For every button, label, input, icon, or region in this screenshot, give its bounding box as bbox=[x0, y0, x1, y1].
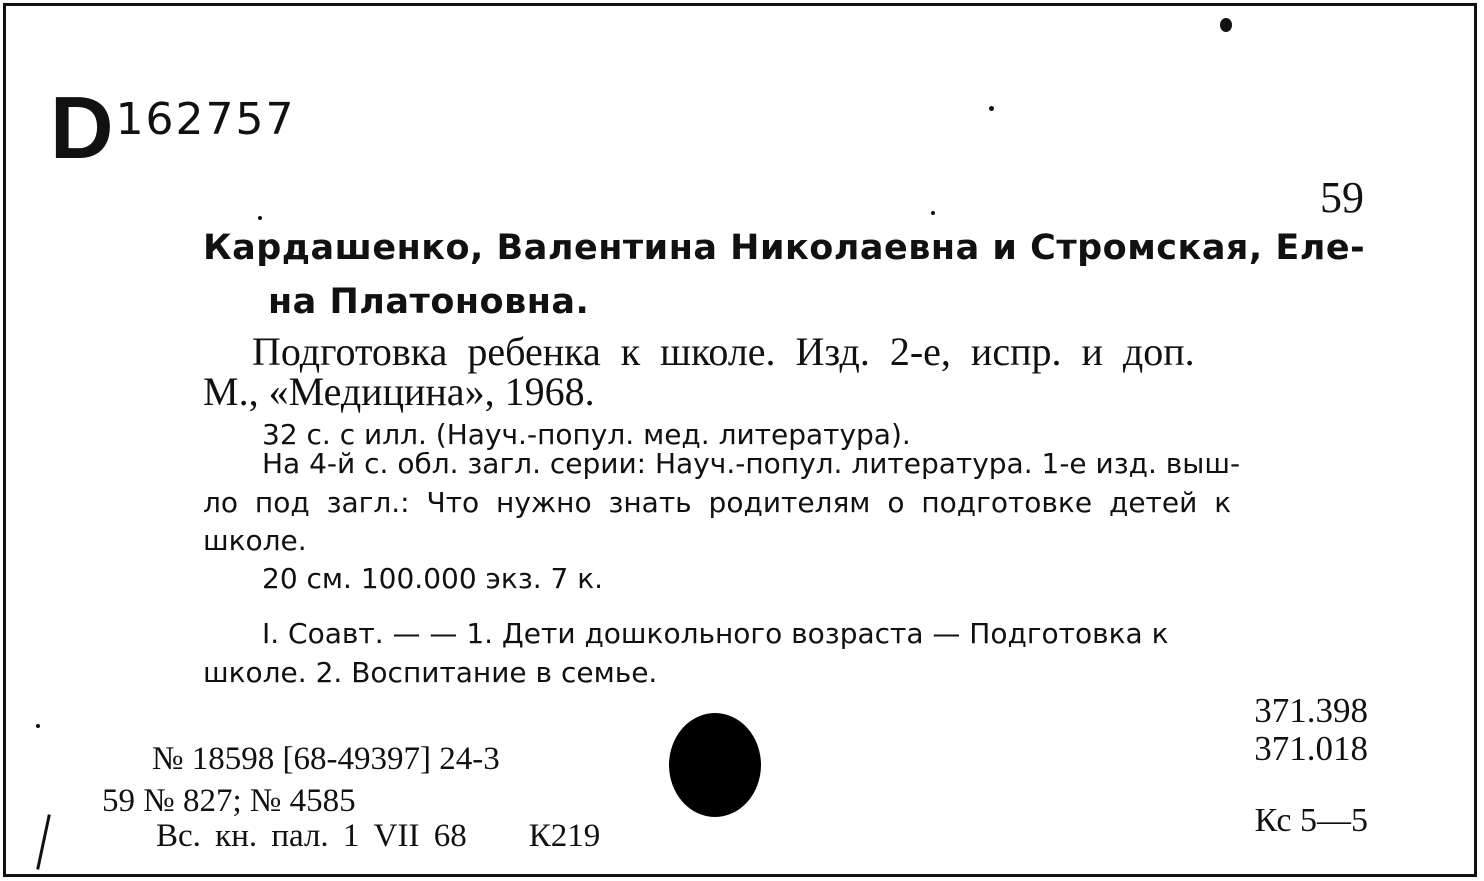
pencil-mark bbox=[36, 814, 51, 869]
footer-line2: 59 № 827; № 4585 bbox=[102, 783, 356, 819]
inventory-letter: D bbox=[50, 78, 114, 177]
physical-description: 32 с. с илл. (Науч.-попул. мед. литература). bbox=[262, 418, 911, 451]
punch-hole bbox=[669, 713, 761, 817]
note-line3: школе. bbox=[203, 524, 307, 557]
size-print-run-price: 20 см. 100.000 экз. 7 к. bbox=[262, 562, 604, 595]
author-heading-line2: на Платоновна. bbox=[268, 282, 590, 322]
inventory-number: 162757 bbox=[115, 94, 296, 145]
title-line2: М., «Медицина», 1968. bbox=[203, 369, 595, 414]
footer-line1: № 18598 [68-49397] 24-3 bbox=[152, 741, 500, 777]
ink-speck bbox=[989, 106, 994, 111]
title-line1: Подготовка ребенка к школе. Изд. 2-е, испр. и доп. bbox=[252, 329, 1195, 374]
catalog-number: 59 bbox=[1320, 173, 1364, 222]
classification-code-2: 371.018 bbox=[1254, 729, 1368, 768]
shelf-code: Кс 5—5 bbox=[1254, 802, 1368, 839]
ink-speck bbox=[931, 211, 935, 215]
ink-speck bbox=[258, 216, 262, 220]
classification-code-1: 371.398 bbox=[1254, 691, 1368, 730]
footer-line3-text: Вс. кн. пал. 1 VII 68 bbox=[156, 818, 467, 854]
catalog-card bbox=[3, 3, 1477, 877]
ink-speck bbox=[36, 724, 40, 728]
footer-line3 bbox=[156, 818, 600, 855]
note-line2: ло под загл.: Что нужно знать родителям о подготовке детей к bbox=[203, 486, 1232, 519]
subjects-line1: I. Соавт. — — 1. Дети дошкольного возраста — Подготовка к bbox=[262, 617, 1169, 650]
subjects-line2: школе. 2. Воспитание в семье. bbox=[203, 656, 658, 689]
author-heading-line1: Кардашенко, Валентина Николаевна и Стромская, Еле- bbox=[203, 228, 1366, 268]
ink-dot bbox=[1220, 18, 1232, 32]
note-line1: На 4-й с. обл. загл. серии: Науч.-попул. литература. 1-е изд. выш- bbox=[262, 447, 1241, 480]
footer-line3-code: К219 bbox=[528, 818, 601, 854]
inventory-stamp bbox=[50, 78, 296, 177]
